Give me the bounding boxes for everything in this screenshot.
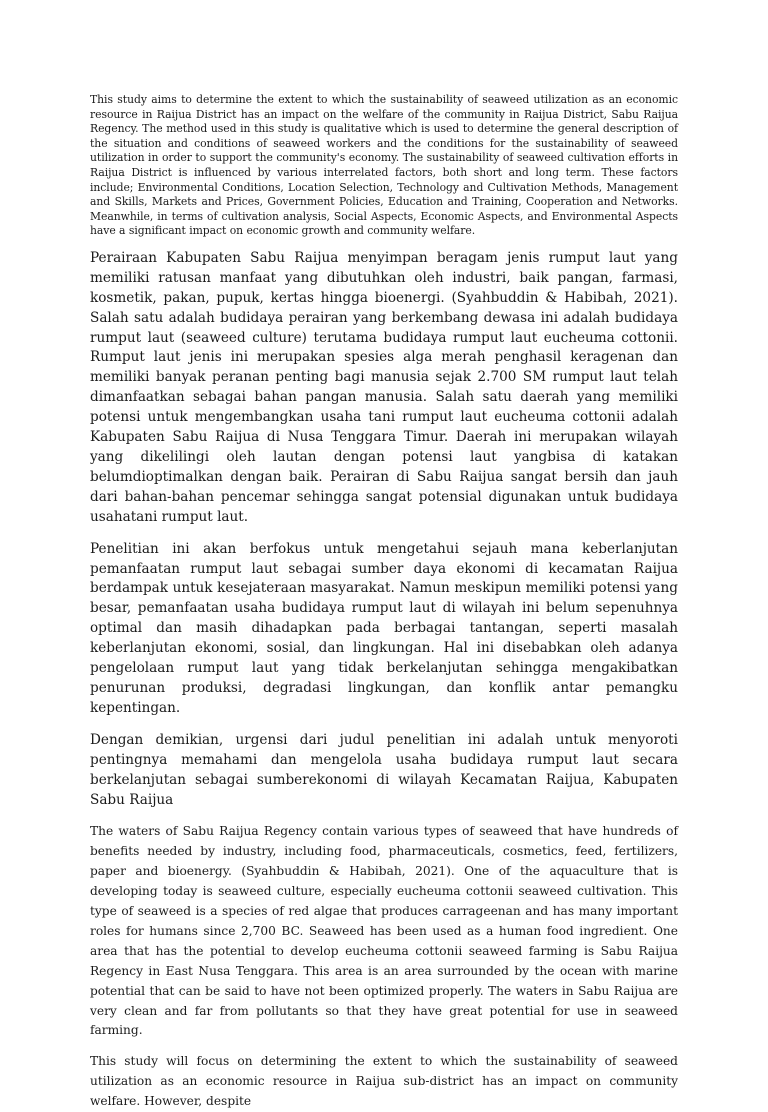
body-paragraph-id-2: Penelitian ini akan berfokus untuk mengetahui sejauh mana keberlanjutan pemanfaatan rumput laut sebagai sumber daya ekonomi di kecamatan Raijua berdampak untuk kesejateraan masyarakat. Namun meskipun memiliki potensi yang besar, pemanfaatan usaha budidaya rumput laut di wilayah ini belum sepenuhnya optimal dan masih dihadapkan pada berbagai tantangan, seperti masalah keberlanjutan ekonomi, sosial, dan lingkungan. Hal ini disebabkan oleh adanya pengelolaan rumput laut yang tidak berkelanjutan sehingga mengakibatkan penurunan produksi, degradasi lingkungan, dan konflik antar pemangku kepentingan. bbox=[90, 540, 678, 716]
body-paragraph-id-3: Dengan demikian, urgensi dari judul penelitian ini adalah untuk menyoroti pentingnya memahami dan mengelola usaha budidaya rumput laut secara berkelanjutan sebagai sumberekonomi di wilayah Kecamatan Raijua, Kabupaten Sabu Raijua bbox=[90, 731, 678, 808]
body-paragraph-en-1: The waters of Sabu Raijua Regency contain various types of seaweed that have hundreds of benefits needed by industry, including food, pharmaceuticals, cosmetics, feed, fertilizers, paper and bioenergy. (Syahbuddin & Habibah, 2021). One of the aquaculture that is developing today is seaweed culture, especially eucheuma cottonii seaweed cultivation. This type of seaweed is a species of red algae that produces carrageenan and has many important roles for humans since 2,700 BC. Seaweed has been used as a human food ingredient. One area that has the potential to develop eucheuma cottonii seaweed farming is Sabu Raijua Regency in East Nusa Tenggara. This area is an area surrounded by the ocean with marine potential that can be said to have not been optimized properly. The waters in Sabu Raijua are very clean and far from pollutants so that they have great potential for use in seaweed farming. bbox=[90, 824, 678, 1038]
abstract-paragraph: This study aims to determine the extent to which the sustainability of seaweed utilization as an economic resource in Raijua District has an impact on the welfare of the community in Raijua District, Sabu Raijua Regency. The method used in this study is qualitative which is used to determine the general description of the situation and conditions of seaweed workers and the conditions for the sustainability of seaweed utilization in order to support the community's economy. The sustainability of seaweed cultivation efforts in Raijua District is influenced by various interrelated factors, both short and long term. These factors include; Environmental Conditions, Location Selection, Technology and Cultivation Methods, Management and Skills, Markets and Prices, Government Policies, Education and Training, Cooperation and Networks. Meanwhile, in terms of cultivation analysis, Social Aspects, Economic Aspects, and Environmental Aspects have a significant impact on economic growth and community welfare. bbox=[90, 93, 678, 238]
body-paragraph-id-1: Perairaan Kabupaten Sabu Raijua menyimpan beragam jenis rumput laut yang memiliki ratusan manfaat yang dibutuhkan oleh industri, baik pangan, farmasi, kosmetik, pakan, pupuk, kertas hingga bioenergi. (Syahbuddin & Habibah, 2021). Salah satu adalah budidaya perairan yang berkembang dewasa ini adalah budidaya rumput laut (seaweed culture) terutama budidaya rumput laut eucheuma cottonii. Rumput laut jenis ini merupakan spesies alga merah penghasil keragenan dan memiliki banyak peranan penting bagi manusia sejak 2.700 SM rumput laut telah dimanfaatkan sebagai bahan pangan manusia. Salah satu daerah yang memiliki potensi untuk mengembangkan usaha tani rumput laut eucheuma cottonii adalah Kabupaten Sabu Raijua di Nusa Tenggara Timur. Daerah ini merupakan wilayah yang dikelilingi oleh lautan dengan potensi laut yangbisa di katakan belumdioptimalkan dengan baik. Perairan di Sabu Raijua sangat bersih dan jauh dari bahan-bahan pencemar sehingga sangat potensial digunakan untuk budidaya usahatani rumput laut. bbox=[90, 249, 678, 525]
body-paragraph-en-2: This study will focus on determining the extent to which the sustainability of seaweed utilization as an economic resource in Raijua sub-district has an impact on community welfare. However, despite bbox=[90, 1054, 678, 1109]
